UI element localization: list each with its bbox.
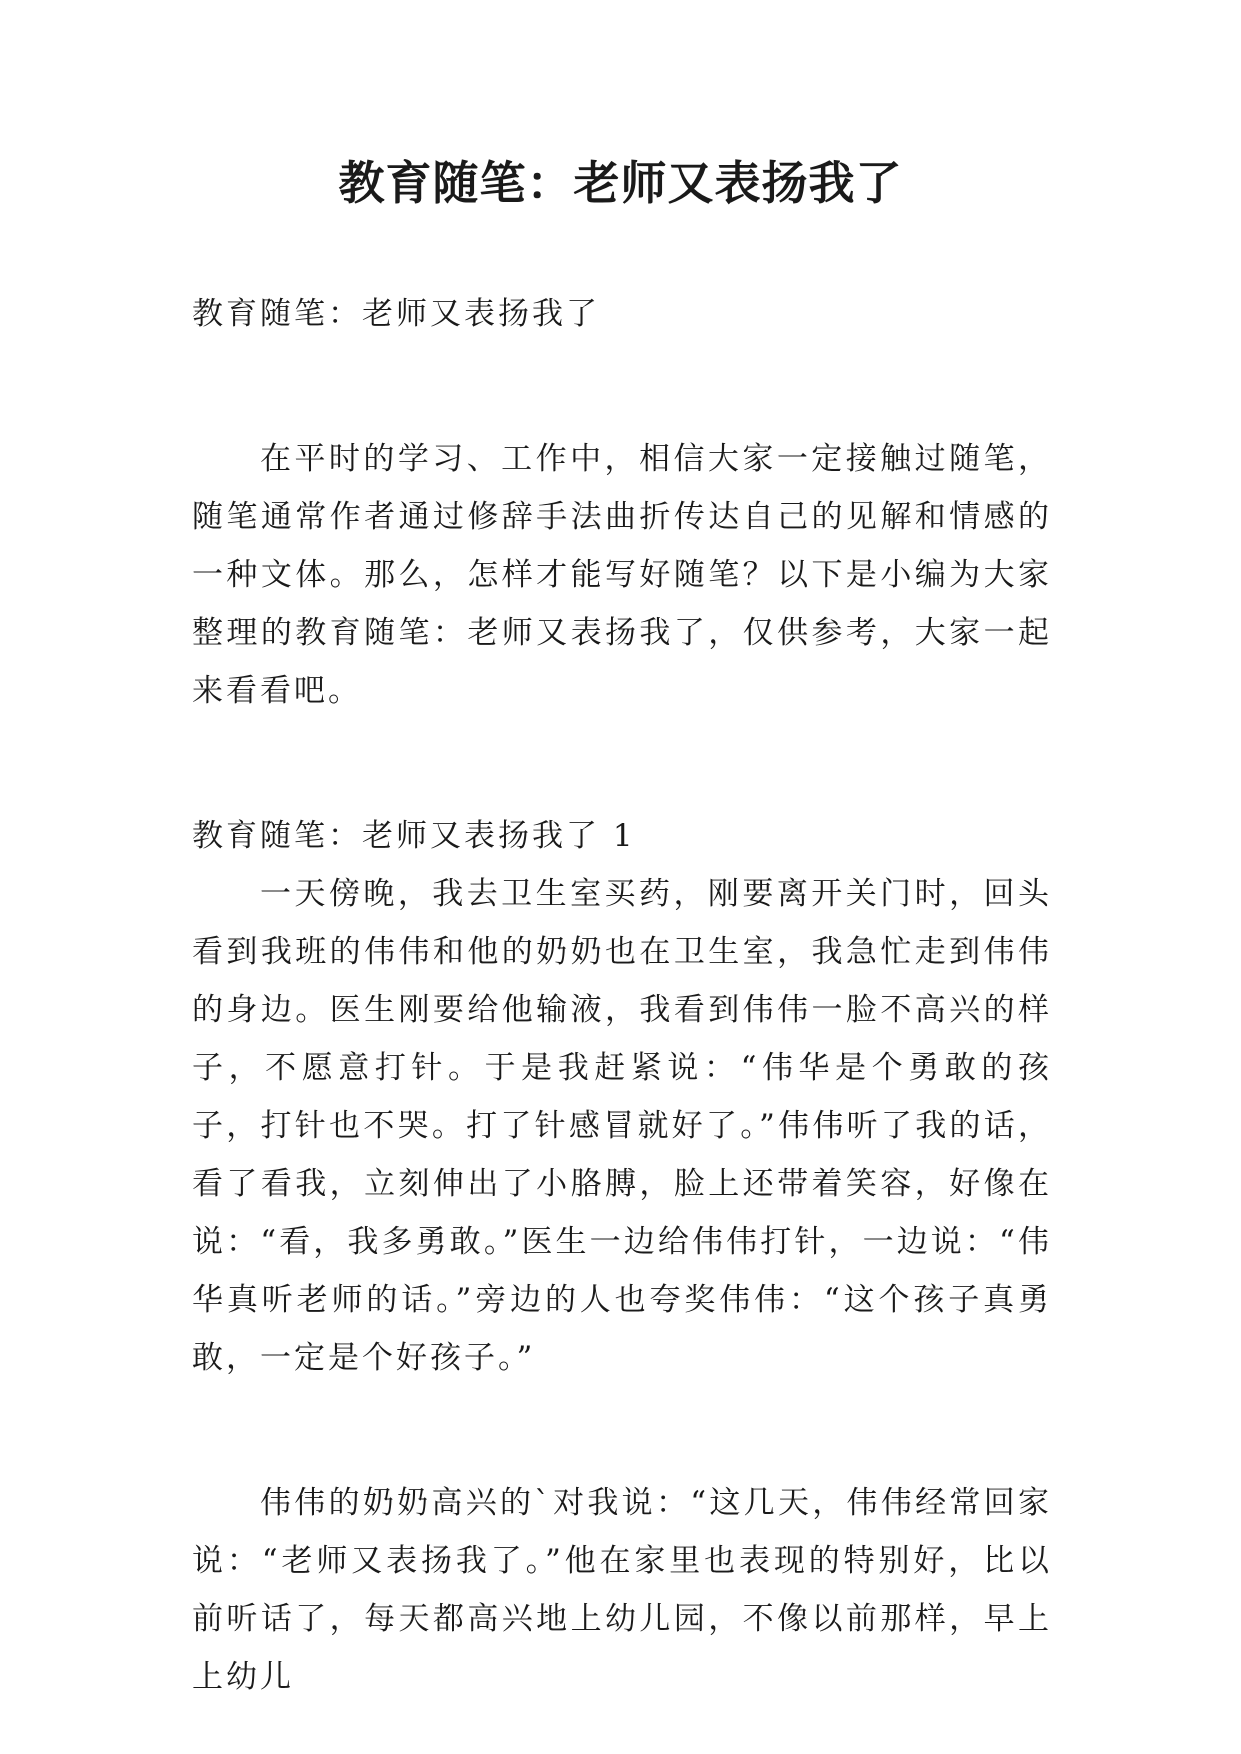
- body-paragraph: 一天傍晚，我去卫生室买药，刚要离开关门时，回头看到我班的伟伟和他的奶奶也在卫生室，我急忙走到伟伟的身边。医生刚要给他输液，我看到伟伟一脸不高兴的样子，不愿意打针。于是我赶紧说：“伟华是个勇敢的孩子，打针也不哭。打了针感冒就好了。”伟伟听了我的话，看了看我，立刻伸出了小胳膊，脸上还带着笑容，好像在说：“看，我多勇敢。”医生一边给伟伟打针，一边说：“伟华真听老师的话。”旁边的人也夸奖伟伟：“这个孩子真勇敢，一定是个好孩子。”: [192, 876, 1052, 1376]
- document-body: [192, 285, 1052, 1706]
- body-paragraph: 伟伟的奶奶高兴的`对我说：“这几天，伟伟经常回家说：“老师又表扬我了。”他在家里也表现的特别好，比以前听话了，每天都高兴地上幼儿园，不像以前那样，早上上幼儿: [192, 1485, 1052, 1695]
- intro-paragraph: 在平时的学习、工作中，相信大家一定接触过随笔，随笔通常作者通过修辞手法曲折传达自己的见解和情感的一种文体。那么，怎样才能写好随笔？以下是小编为大家整理的教育随笔：老师又表扬我了，仅供参考，大家一起来看看吧。: [192, 441, 1052, 709]
- document-subtitle: 教育随笔：老师又表扬我了: [192, 296, 600, 332]
- section-heading: 教育随笔：老师又表扬我了 1: [192, 818, 636, 854]
- document-title: 教育随笔：老师又表扬我了: [338, 156, 903, 210]
